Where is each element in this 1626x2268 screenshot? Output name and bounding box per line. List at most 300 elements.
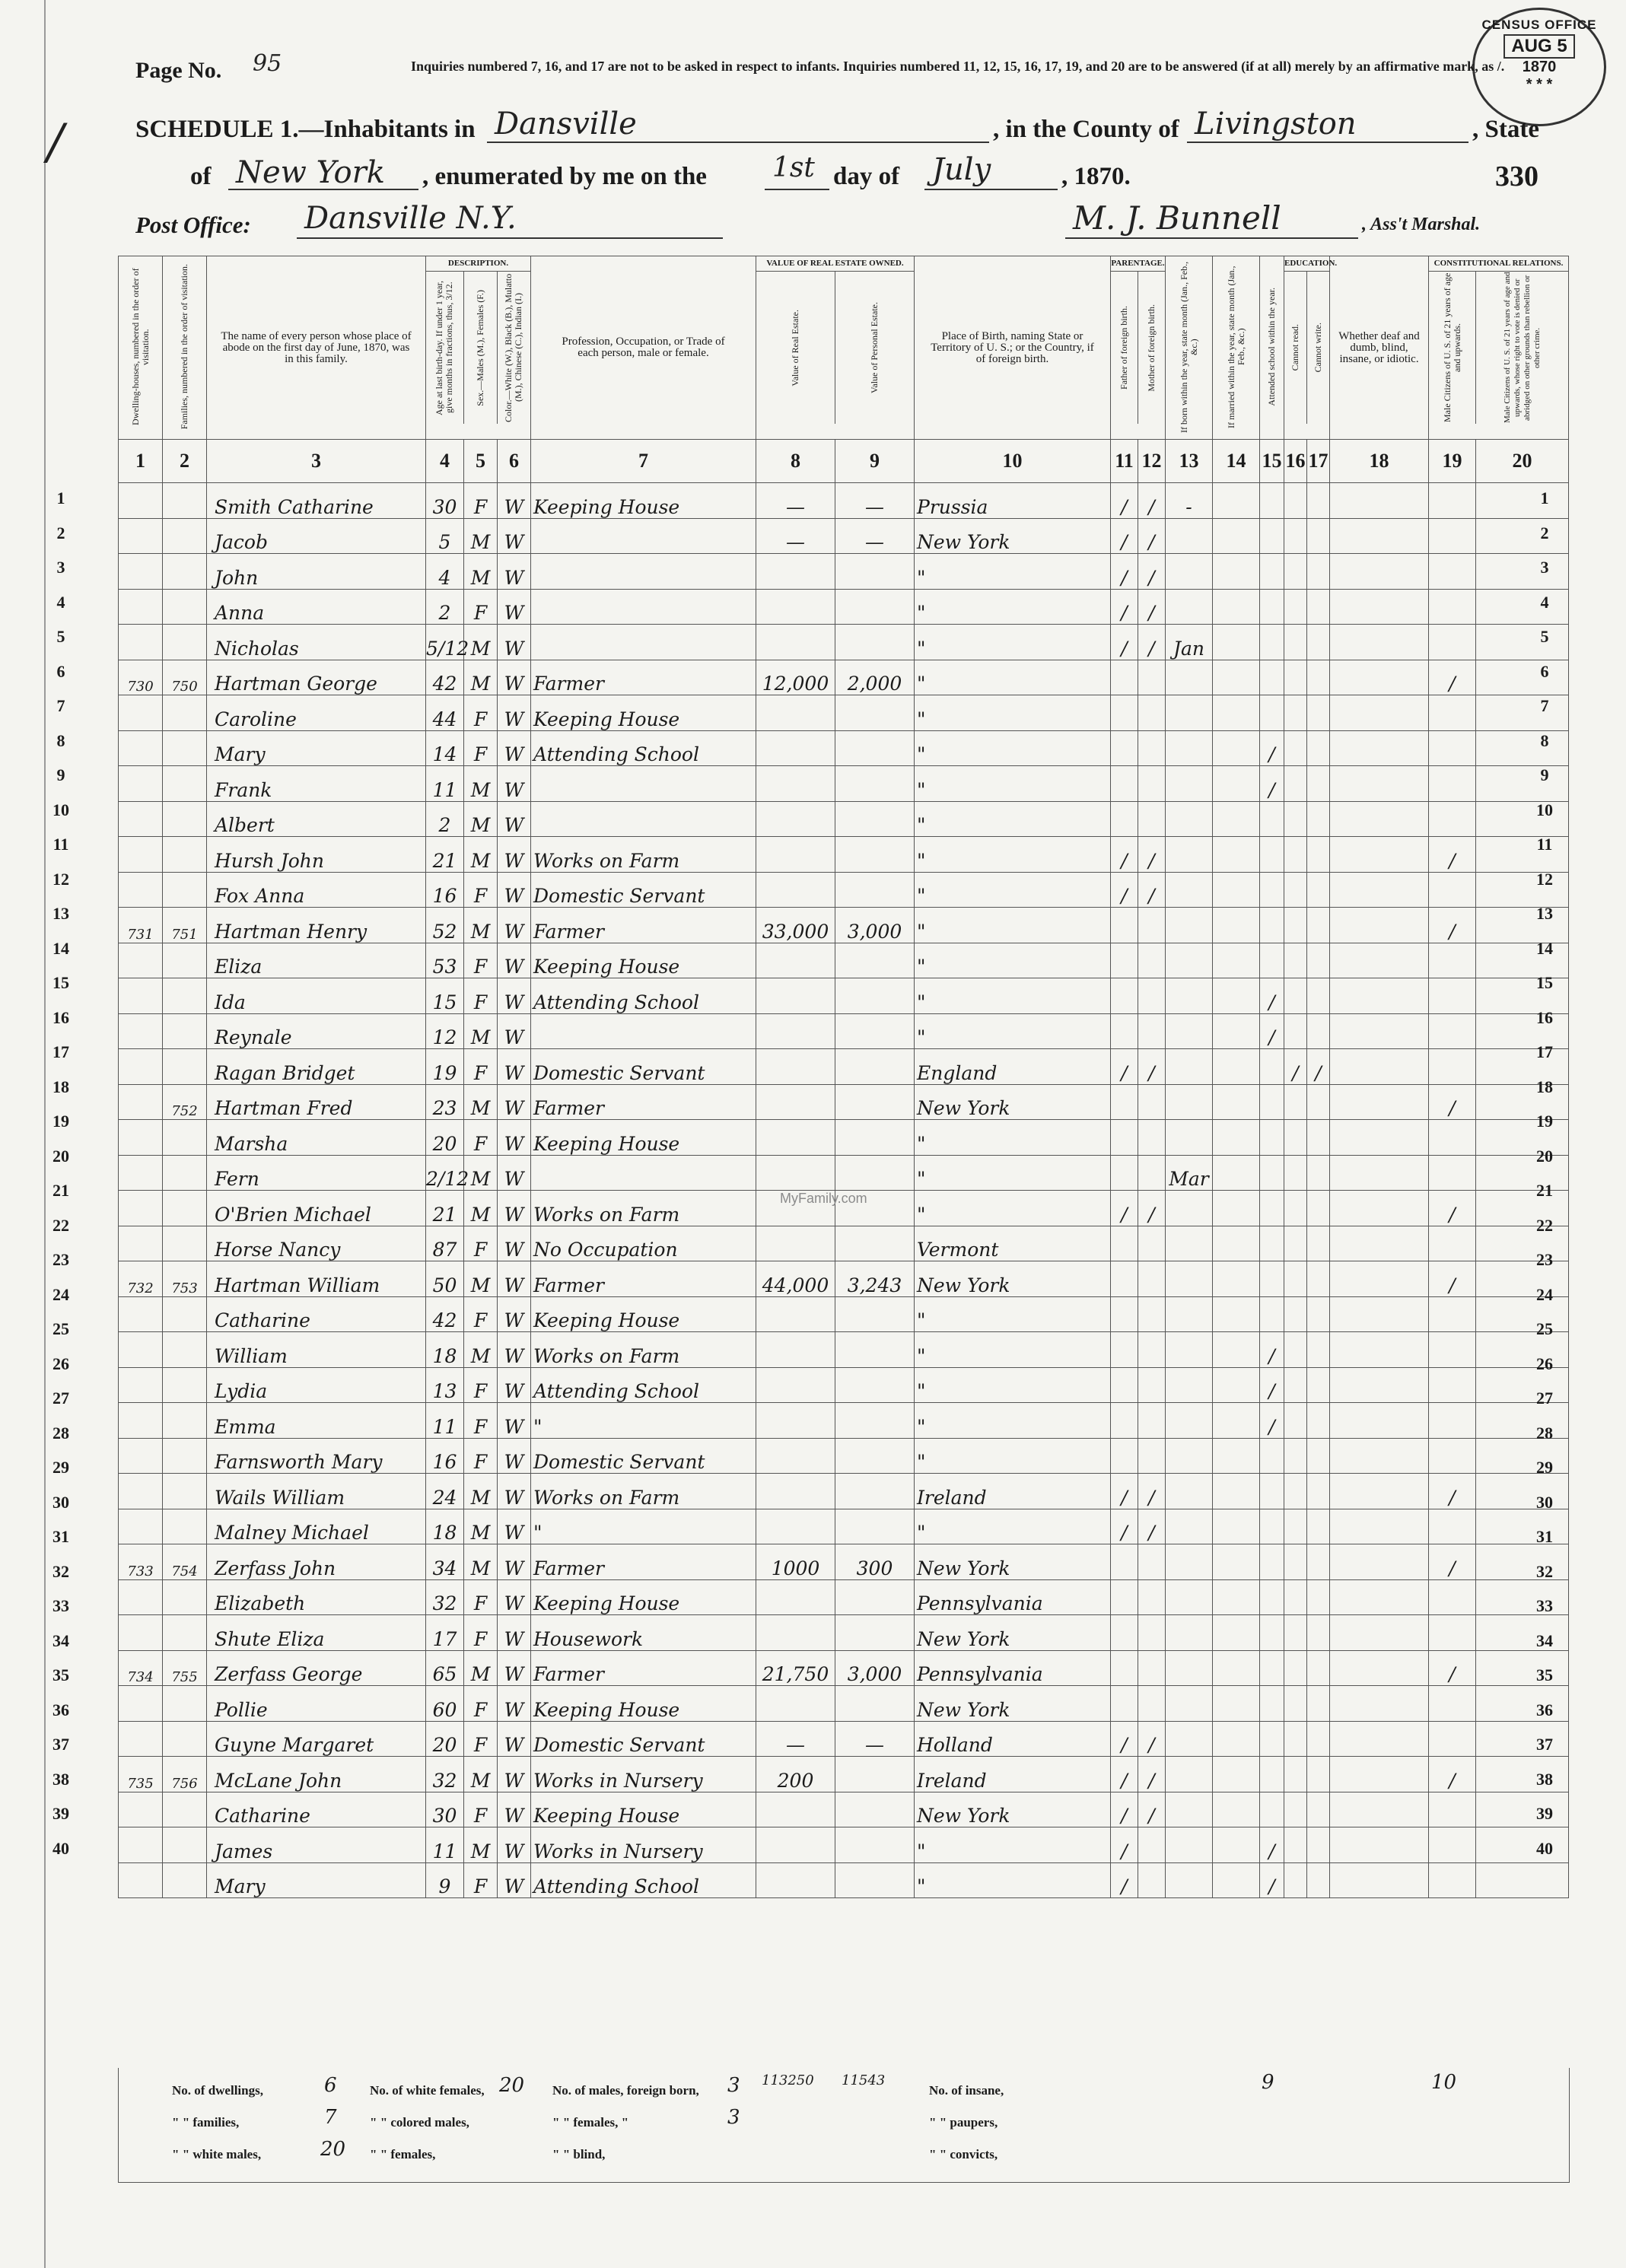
color: W — [498, 695, 531, 731]
age: 17 — [426, 1615, 464, 1651]
table-row — [119, 695, 1569, 731]
mother-foreign — [1138, 1013, 1166, 1049]
family-number: 756 — [163, 1757, 207, 1792]
male-citizen: / — [1429, 660, 1476, 695]
header-male-citizens: Male Citizens of U. S. of 21 years of age and upwards. — [1441, 272, 1462, 423]
color: W — [498, 1757, 531, 1792]
married-month — [1213, 625, 1260, 660]
total-real-estate: 113250 — [762, 2072, 814, 2088]
mother-foreign — [1138, 1367, 1166, 1403]
attended-school: / — [1260, 1367, 1284, 1403]
real-estate-value: 44,000 — [756, 1261, 835, 1297]
mother-foreign — [1138, 1332, 1166, 1368]
mother-foreign: / — [1138, 1721, 1166, 1757]
attended-school — [1260, 1650, 1284, 1686]
cannot-read — [1284, 1509, 1307, 1544]
deaf-blind — [1330, 625, 1429, 660]
personal-estate-value — [835, 1296, 915, 1332]
father-foreign — [1111, 1403, 1138, 1439]
sex: F — [464, 589, 498, 625]
cannot-write — [1307, 1155, 1330, 1191]
occupation: Keeping House — [531, 1296, 756, 1332]
row-number-left: 35 — [53, 1665, 69, 1684]
married-month — [1213, 1827, 1260, 1863]
mother-foreign — [1138, 1615, 1166, 1651]
family-number — [163, 1862, 207, 1898]
attended-school — [1260, 1049, 1284, 1085]
table-row — [119, 730, 1569, 766]
person-name: Ida — [207, 978, 426, 1014]
post-office-label: Post Office: — [135, 212, 251, 238]
occupation: Domestic Servant — [531, 1049, 756, 1085]
deaf-blind — [1330, 589, 1429, 625]
dwelling-number — [119, 1792, 163, 1827]
person-name: Horse Nancy — [207, 1226, 426, 1261]
dwelling-number — [119, 483, 163, 519]
row-number-left: 14 — [53, 938, 69, 958]
sex: M — [464, 1474, 498, 1509]
occupation: " — [531, 1403, 756, 1439]
deaf-blind — [1330, 908, 1429, 943]
sex: F — [464, 1120, 498, 1156]
inquiry-note: Inquiries numbered 7, 16, and 17 are not to be asked in respect to infants. Inquiries numbered 11, 12, 15, 16, 17, 19, and 20 are to be answered (if at all) merely by an affirmative mark, as /. — [411, 59, 1505, 74]
personal-estate-value: — — [835, 1721, 915, 1757]
male-citizen: / — [1429, 908, 1476, 943]
sex: F — [464, 1721, 498, 1757]
attended-school: / — [1260, 978, 1284, 1014]
dwelling-number — [119, 1084, 163, 1120]
table-row — [119, 1509, 1569, 1544]
family-number — [163, 1013, 207, 1049]
table-row — [119, 1615, 1569, 1651]
person-name: Malney Michael — [207, 1509, 426, 1544]
paupers-label: " " paupers, — [929, 2115, 998, 2130]
family-number — [163, 943, 207, 978]
cannot-write — [1307, 730, 1330, 766]
sex: F — [464, 1438, 498, 1474]
cannot-read — [1284, 1332, 1307, 1368]
male-citizen: / — [1429, 1191, 1476, 1226]
header-name: The name of every person whose place of abode on the first day of June, 1870, was in this family. — [207, 256, 426, 440]
occupation: Domestic Servant — [531, 1721, 756, 1757]
family-number — [163, 1367, 207, 1403]
mother-foreign — [1138, 1226, 1166, 1261]
married-month — [1213, 1403, 1260, 1439]
family-number — [163, 1120, 207, 1156]
mother-foreign — [1138, 1650, 1166, 1686]
mother-foreign — [1138, 1544, 1166, 1580]
family-number: 753 — [163, 1261, 207, 1297]
sex: M — [464, 625, 498, 660]
born-month — [1166, 1509, 1213, 1544]
sex: F — [464, 872, 498, 908]
mother-foreign: / — [1138, 1757, 1166, 1792]
mother-foreign — [1138, 1261, 1166, 1297]
family-number: 750 — [163, 660, 207, 695]
sex: M — [464, 518, 498, 554]
table-row — [119, 1544, 1569, 1580]
cannot-write — [1307, 1721, 1330, 1757]
personal-estate-value — [835, 554, 915, 590]
dwelling-number: 735 — [119, 1757, 163, 1792]
mother-foreign — [1138, 730, 1166, 766]
personal-estate-value: 3,000 — [835, 908, 915, 943]
father-foreign: / — [1111, 1862, 1138, 1898]
birthplace: " — [915, 801, 1111, 837]
mother-foreign — [1138, 695, 1166, 731]
father-foreign: / — [1111, 1474, 1138, 1509]
dwelling-number — [119, 1049, 163, 1085]
dwelling-number — [119, 730, 163, 766]
color: W — [498, 589, 531, 625]
deaf-blind — [1330, 1013, 1429, 1049]
mother-foreign — [1138, 978, 1166, 1014]
deaf-blind — [1330, 660, 1429, 695]
person-name: Fern — [207, 1155, 426, 1191]
mother-foreign: / — [1138, 1474, 1166, 1509]
born-month — [1166, 695, 1213, 731]
deaf-blind — [1330, 1827, 1429, 1863]
sex: F — [464, 1579, 498, 1615]
state-label: , State — [1472, 116, 1539, 143]
column-number: 8 — [756, 440, 835, 483]
row-number-left: 7 — [56, 696, 65, 715]
sex: F — [464, 1049, 498, 1085]
families-label: " " families, — [172, 2115, 240, 2130]
age: 15 — [426, 978, 464, 1014]
row-number-right: 34 — [1536, 1630, 1553, 1650]
cannot-read — [1284, 554, 1307, 590]
row-number-left: 24 — [53, 1284, 69, 1304]
mother-foreign: / — [1138, 1191, 1166, 1226]
dwelling-number — [119, 1686, 163, 1722]
deaf-blind — [1330, 1474, 1429, 1509]
header-family: Families, numbered in the order of visitation. — [163, 256, 207, 440]
person-name: Farnsworth Mary — [207, 1438, 426, 1474]
person-name: Reynale — [207, 1013, 426, 1049]
sex: M — [464, 1261, 498, 1297]
table-row — [119, 1332, 1569, 1368]
real-estate-value — [756, 625, 835, 660]
row-number-left: 18 — [53, 1077, 69, 1096]
color: W — [498, 1827, 531, 1863]
age: 12 — [426, 1013, 464, 1049]
table-row — [119, 1438, 1569, 1474]
person-name: James — [207, 1827, 426, 1863]
attended-school — [1260, 1579, 1284, 1615]
married-month — [1213, 1579, 1260, 1615]
mother-foreign: / — [1138, 1792, 1166, 1827]
attended-school — [1260, 1226, 1284, 1261]
cannot-write — [1307, 943, 1330, 978]
age: 19 — [426, 1049, 464, 1085]
birthplace: " — [915, 1296, 1111, 1332]
married-month — [1213, 1792, 1260, 1827]
sex: M — [464, 1084, 498, 1120]
day-of-label: day of — [833, 163, 900, 190]
row-number-right: 29 — [1536, 1458, 1553, 1477]
color: W — [498, 908, 531, 943]
attended-school: / — [1260, 1013, 1284, 1049]
color: W — [498, 554, 531, 590]
table-row — [119, 625, 1569, 660]
birthplace: " — [915, 1862, 1111, 1898]
birthplace: " — [915, 625, 1111, 660]
deaf-blind — [1330, 1757, 1429, 1792]
personal-estate-value — [835, 1579, 915, 1615]
age: 20 — [426, 1120, 464, 1156]
personal-estate-value — [835, 801, 915, 837]
dwelling-number — [119, 625, 163, 660]
dwelling-number — [119, 1862, 163, 1898]
married-month — [1213, 1261, 1260, 1297]
header-mother-foreign: Mother of foreign birth. — [1146, 304, 1157, 392]
age: 18 — [426, 1332, 464, 1368]
person-name: Fox Anna — [207, 872, 426, 908]
sex: F — [464, 1403, 498, 1439]
row-number-left: 21 — [53, 1181, 69, 1200]
born-month — [1166, 1827, 1213, 1863]
table-row — [119, 1579, 1569, 1615]
personal-estate-value — [835, 943, 915, 978]
personal-estate-value — [835, 589, 915, 625]
dwelling-number — [119, 872, 163, 908]
sex: M — [464, 554, 498, 590]
cannot-read — [1284, 801, 1307, 837]
color: W — [498, 1049, 531, 1085]
age: 11 — [426, 1827, 464, 1863]
married-month — [1213, 660, 1260, 695]
real-estate-value — [756, 1084, 835, 1120]
description-group-label: DESCRIPTION. — [426, 256, 530, 272]
column-number-row — [119, 440, 1569, 483]
family-number: 752 — [163, 1084, 207, 1120]
column-number: 4 — [426, 440, 464, 483]
age: 18 — [426, 1509, 464, 1544]
header-value — [756, 256, 915, 440]
real-estate-value — [756, 1296, 835, 1332]
male-citizen — [1429, 801, 1476, 837]
cannot-write — [1307, 1120, 1330, 1156]
attended-school — [1260, 1084, 1284, 1120]
born-month — [1166, 518, 1213, 554]
attended-school — [1260, 695, 1284, 731]
occupation: Farmer — [531, 908, 756, 943]
age: 21 — [426, 837, 464, 873]
month-value: July — [932, 152, 991, 187]
dwelling-number — [119, 695, 163, 731]
deaf-blind — [1330, 837, 1429, 873]
column-number: 6 — [498, 440, 531, 483]
dwelling-number — [119, 1191, 163, 1226]
row-number-left: 40 — [53, 1838, 69, 1858]
cannot-write — [1307, 554, 1330, 590]
attended-school — [1260, 908, 1284, 943]
male-citizen: / — [1429, 1084, 1476, 1120]
personal-estate-value: 2,000 — [835, 660, 915, 695]
watermark: MyFamily.com — [780, 1191, 867, 1206]
marshal-signature: M. J. Bunnell — [1073, 199, 1281, 237]
family-number — [163, 1827, 207, 1863]
family-number: 751 — [163, 908, 207, 943]
male-citizen — [1429, 1120, 1476, 1156]
table-row — [119, 1084, 1569, 1120]
dwelling-number: 734 — [119, 1650, 163, 1686]
cannot-write — [1307, 1403, 1330, 1439]
occupation: Keeping House — [531, 1120, 756, 1156]
cannot-write — [1307, 1862, 1330, 1898]
deaf-blind — [1330, 978, 1429, 1014]
cannot-read — [1284, 943, 1307, 978]
header-education — [1284, 256, 1338, 440]
table-row — [119, 1650, 1569, 1686]
married-month — [1213, 1650, 1260, 1686]
occupation: Attending School — [531, 1367, 756, 1403]
deaf-blind — [1330, 554, 1429, 590]
cannot-write — [1307, 1827, 1330, 1863]
age: 53 — [426, 943, 464, 978]
father-foreign: / — [1111, 1049, 1138, 1085]
male-citizen — [1429, 1155, 1476, 1191]
white-males-label: " " white males, — [172, 2147, 262, 2161]
dwellings-value: 6 — [324, 2074, 337, 2097]
column-number: 7 — [531, 440, 756, 483]
color: W — [498, 1792, 531, 1827]
born-month — [1166, 1686, 1213, 1722]
born-month — [1166, 943, 1213, 978]
color: W — [498, 1721, 531, 1757]
male-citizen — [1429, 625, 1476, 660]
color: W — [498, 1544, 531, 1580]
married-month — [1213, 1332, 1260, 1368]
column-number: 12 — [1138, 440, 1166, 483]
color: W — [498, 1615, 531, 1651]
color: W — [498, 1367, 531, 1403]
parentage-group-label: PARENTAGE. — [1111, 256, 1165, 272]
sex: M — [464, 1827, 498, 1863]
table-row — [119, 1792, 1569, 1827]
person-name: Eliza — [207, 943, 426, 978]
color: W — [498, 660, 531, 695]
occupation: Farmer — [531, 660, 756, 695]
column-number: 15 — [1260, 440, 1284, 483]
sex: M — [464, 908, 498, 943]
day-value: 1st — [772, 152, 815, 183]
male-citizen: / — [1429, 1474, 1476, 1509]
occupation — [531, 625, 756, 660]
dwelling-number — [119, 589, 163, 625]
father-foreign — [1111, 730, 1138, 766]
color: W — [498, 1509, 531, 1544]
sex: F — [464, 1615, 498, 1651]
dwelling-number — [119, 1332, 163, 1368]
column-number: 9 — [835, 440, 915, 483]
color: W — [498, 1686, 531, 1722]
male-citizen — [1429, 1049, 1476, 1085]
person-name: Jacob — [207, 518, 426, 554]
married-month — [1213, 908, 1260, 943]
mother-foreign — [1138, 908, 1166, 943]
row-number-right: 24 — [1536, 1284, 1553, 1304]
married-month — [1213, 1438, 1260, 1474]
cannot-read — [1284, 1226, 1307, 1261]
table-row — [119, 1155, 1569, 1191]
birthplace: New York — [915, 1261, 1111, 1297]
real-estate-value: 33,000 — [756, 908, 835, 943]
row-number-right: 10 — [1536, 800, 1553, 819]
cannot-read — [1284, 1403, 1307, 1439]
occupation: Keeping House — [531, 483, 756, 519]
age: 16 — [426, 872, 464, 908]
male-citizen — [1429, 695, 1476, 731]
father-foreign — [1111, 1332, 1138, 1368]
born-month — [1166, 1474, 1213, 1509]
row-number-right: 23 — [1536, 1250, 1553, 1269]
deaf-blind — [1330, 730, 1429, 766]
father-foreign — [1111, 1013, 1138, 1049]
cannot-write — [1307, 1191, 1330, 1226]
age: 5/12 — [426, 625, 464, 660]
color: W — [498, 1261, 531, 1297]
personal-estate-value — [835, 1757, 915, 1792]
born-month — [1166, 837, 1213, 873]
family-number — [163, 1509, 207, 1544]
attended-school — [1260, 1120, 1284, 1156]
real-estate-value — [756, 1367, 835, 1403]
married-month — [1213, 730, 1260, 766]
sex: F — [464, 1367, 498, 1403]
age: 11 — [426, 766, 464, 802]
personal-estate-value — [835, 1049, 915, 1085]
cannot-write — [1307, 695, 1330, 731]
row-number-left: 36 — [53, 1700, 69, 1719]
cannot-read — [1284, 1438, 1307, 1474]
male-citizen — [1429, 943, 1476, 978]
attended-school — [1260, 660, 1284, 695]
born-month — [1166, 1792, 1213, 1827]
header-description — [426, 256, 531, 440]
father-foreign — [1111, 908, 1138, 943]
constitutional-group-label: CONSTITUTIONAL RELATIONS. — [1429, 256, 1568, 272]
enumerated-label: , enumerated by me on the — [422, 163, 707, 190]
table-row — [119, 518, 1569, 554]
age: 32 — [426, 1579, 464, 1615]
cannot-write — [1307, 1579, 1330, 1615]
birthplace: Ireland — [915, 1474, 1111, 1509]
table-row — [119, 1403, 1569, 1439]
attended-school — [1260, 1438, 1284, 1474]
birthplace: " — [915, 1438, 1111, 1474]
born-month — [1166, 766, 1213, 802]
attended-school: / — [1260, 1862, 1284, 1898]
cannot-read — [1284, 483, 1307, 519]
married-month — [1213, 1686, 1260, 1722]
married-month — [1213, 1544, 1260, 1580]
occupation: " — [531, 1509, 756, 1544]
sex: M — [464, 1013, 498, 1049]
row-number-right: 12 — [1536, 869, 1553, 889]
birthplace: " — [915, 554, 1111, 590]
mother-foreign — [1138, 1579, 1166, 1615]
row-number-right: 31 — [1536, 1527, 1553, 1546]
dwelling-number — [119, 801, 163, 837]
father-foreign — [1111, 660, 1138, 695]
sex: F — [464, 730, 498, 766]
married-month — [1213, 1721, 1260, 1757]
cannot-read — [1284, 1296, 1307, 1332]
table-row — [119, 908, 1569, 943]
born-month — [1166, 1261, 1213, 1297]
